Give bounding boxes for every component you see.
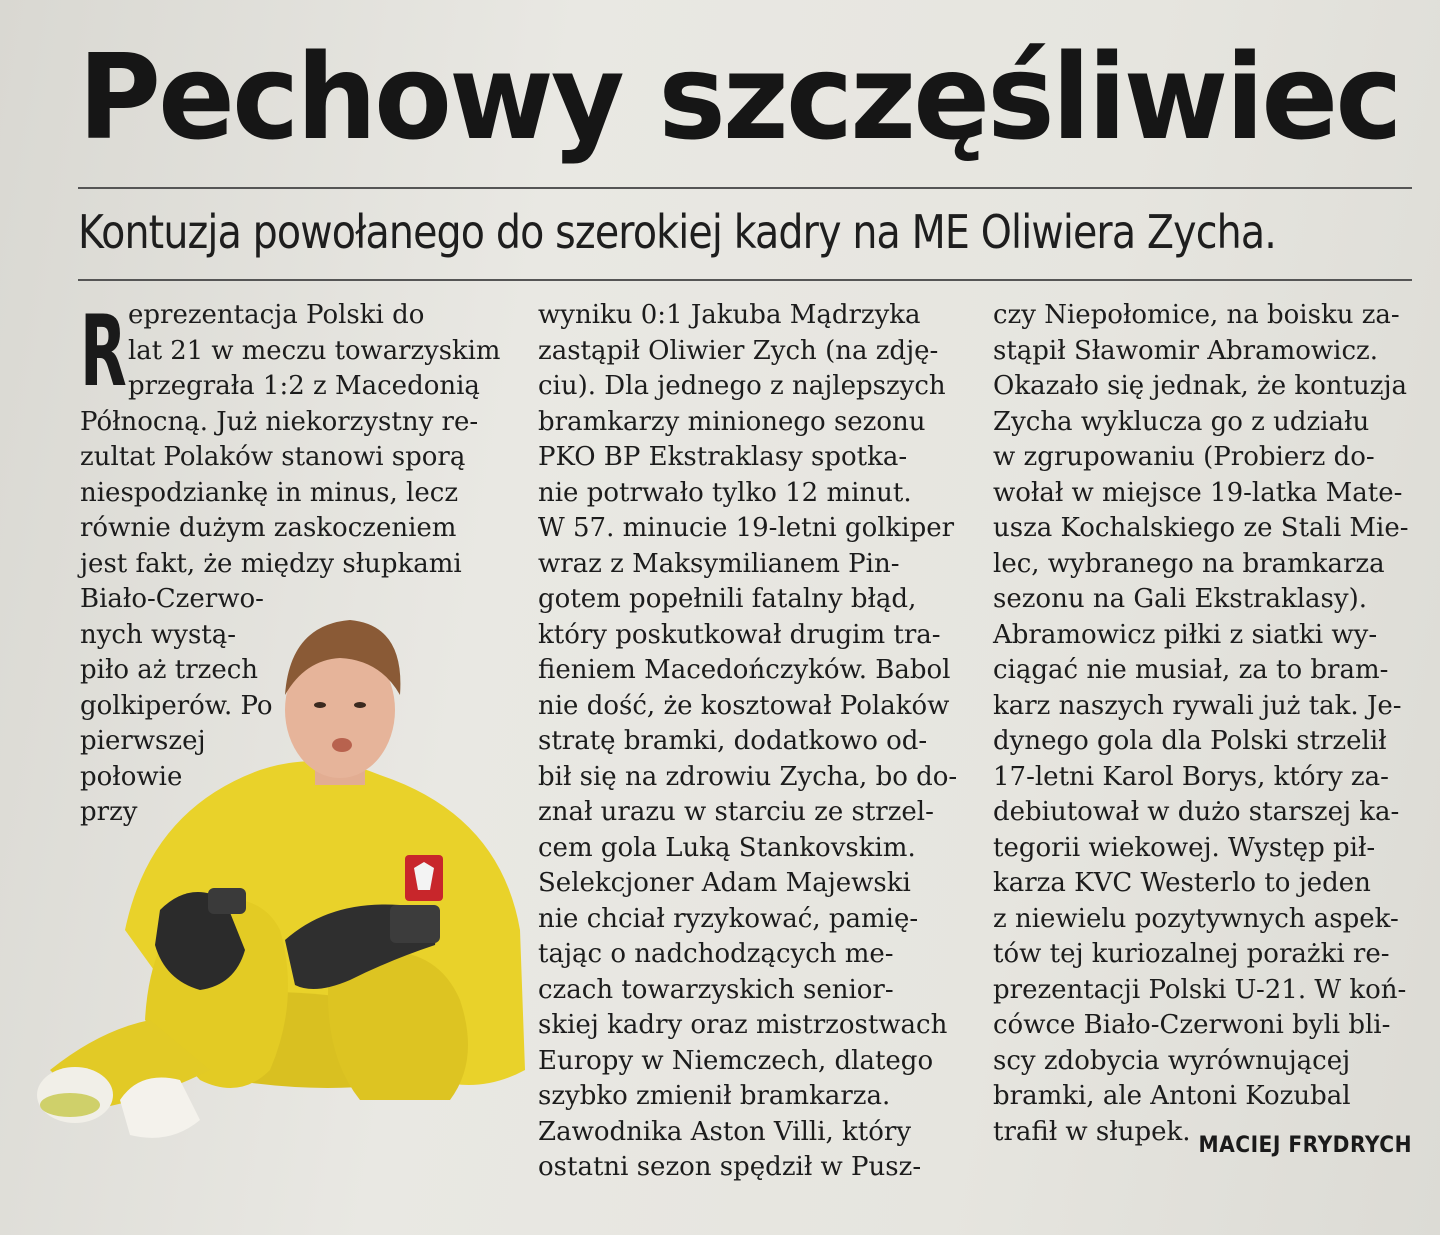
text-column-2 <box>538 298 958 1186</box>
column-b-line: bramkarzy minionego sezonu <box>538 406 926 437</box>
column-a-line: eprezentacja Polski do <box>128 300 425 330</box>
column-a-line: równie dużym zaskoczeniem <box>80 513 457 543</box>
boot-left-sole <box>40 1093 100 1117</box>
column-b-line: nie dość, że kosztował Polaków <box>538 690 950 721</box>
column-a-line: Biało-Czerwo- <box>80 584 264 614</box>
column-a-line: lat 21 w meczu towarzyskim <box>128 335 501 366</box>
column-b-line: gotem popełnili fatalny błąd, <box>538 584 917 614</box>
column-b-line: wyniku 0:1 Jakuba Mądrzyka <box>538 300 921 330</box>
text-column-3 <box>993 298 1413 1150</box>
column-a-line: przy <box>80 797 138 827</box>
column-b-line: czach towarzyskich senior- <box>538 974 894 1005</box>
column-c-line: dynego gola dla Polski strzelił <box>993 726 1387 756</box>
column-a-line: nych wystą- <box>80 619 237 650</box>
column-c-line: 17-letni Karol Borys, który za- <box>993 761 1389 792</box>
column-c-line: ciągać nie musiał, za to bram- <box>993 655 1389 685</box>
column-c-line: cówce Biało-Czerwoni byli bli- <box>993 1010 1391 1040</box>
column-b-line: Zawodnika Aston Villi, który <box>538 1116 912 1147</box>
column-b-line: zastąpił Oliwier Zych (na zdję- <box>538 335 939 366</box>
column-b-line: który poskutkował drugim tra- <box>538 619 941 650</box>
column-c-line: trafił w słupek. <box>993 1116 1191 1147</box>
column-b-line: fieniem Macedończyków. Babol <box>538 655 951 685</box>
column-c-line: scy zdobycia wyrównującej <box>993 1045 1351 1076</box>
column-b-line: nie potrwało tylko 12 minut. <box>538 477 912 508</box>
column-b-line: ciu). Dla jednego z najlepszych <box>538 371 946 401</box>
goalkeeper-eye-right <box>354 702 366 708</box>
headline-rule <box>78 187 1412 189</box>
column-b-line: W 57. minucie 19-letni golkiper <box>538 513 955 543</box>
column-c-line: usza Kochalskiego ze Stali Mie- <box>993 513 1409 543</box>
column-b-line: wraz z Maksymilianem Pin- <box>538 548 900 579</box>
column-c-line: w zgrupowaniu (Probierz do- <box>993 442 1375 472</box>
drop-cap: R <box>80 295 127 409</box>
column-a-line: jest fakt, że między słupkami <box>80 548 462 579</box>
column-c-line: czy Niepołomice, na boisku za- <box>993 300 1400 330</box>
column-b-line: nie chciał ryzykować, pamię- <box>538 903 919 934</box>
column-c-line: Zycha wyklucza go z udziału <box>993 406 1370 437</box>
column-c-line: Abramowicz piłki z siatki wy- <box>993 619 1378 650</box>
column-c-line: lec, wybranego na bramkarza <box>993 548 1385 579</box>
column-c-line: wołał w miejsce 19-latka Mate- <box>993 477 1403 508</box>
column-b-line: szybko zmienił bramkarza. <box>538 1081 891 1111</box>
column-a-line: niespodziankę in minus, lecz <box>80 477 459 508</box>
column-b-line: skiej kadry oraz mistrzostwach <box>538 1010 948 1040</box>
column-c-line: tów tej kuriozalnej porażki re- <box>993 939 1390 969</box>
column-c-line: Okazało się jednak, że kontuzja <box>993 371 1408 401</box>
column-b-line: bił się na zdrowiu Zycha, bo do- <box>538 761 958 792</box>
deck-rule <box>78 279 1412 281</box>
column-c-line: tegorii wiekowej. Występ pił- <box>993 832 1376 863</box>
column-c-line: bramki, ale Antoni Kozubal <box>993 1081 1351 1111</box>
column-a-line: Północną. Już niekorzystny re- <box>80 406 479 437</box>
goalkeeper-eye-left <box>314 702 326 708</box>
column-b-line: ostatni sezon spędził w Pusz- <box>538 1152 922 1182</box>
headline: Pechowy szczęśliwiec <box>78 28 1400 166</box>
column-b-line: Europy w Niemczech, dlatego <box>538 1045 934 1076</box>
deck-subheadline: Kontuzja powołanego do szerokiej kadry na ME Oliwiera Zycha. <box>78 205 1276 259</box>
column-b-line: tając o nadchodzących me- <box>538 939 894 969</box>
column-c-line: z niewielu pozytywnych aspek- <box>993 903 1399 934</box>
column-c-line: debiutował w dużo starszej ka- <box>993 797 1400 827</box>
column-c-line: karz naszych rywali już tak. Je- <box>993 690 1402 721</box>
column-a-line: przegrała 1:2 z Macedonią <box>128 371 480 401</box>
column-a-line: golkiperów. Po <box>80 690 273 721</box>
column-a-line: pierwszej <box>80 726 206 756</box>
column-c-line: karza KVC Westerlo to jeden <box>993 868 1371 898</box>
column-b-line: cem gola Luką Stankovskim. <box>538 832 916 863</box>
column-b-line: stratę bramki, dodatkowo od- <box>538 726 928 756</box>
glove-left-cuff <box>208 888 246 914</box>
byline-author: MACIEJ FRYDRYCH <box>1198 1133 1412 1158</box>
column-a-line: piło aż trzech <box>80 655 259 685</box>
column-a-line: połowie <box>80 761 183 792</box>
column-b-line: Selekcjoner Adam Majewski <box>538 868 911 898</box>
column-b-line: znał urazu w starciu ze strzel- <box>538 797 934 827</box>
goalkeeper-mouth <box>332 738 352 752</box>
column-c-line: prezentacji Polski U-21. W koń- <box>993 974 1407 1005</box>
column-c-line: stąpił Sławomir Abramowicz. <box>993 335 1379 366</box>
glove-right-cuff <box>390 905 440 943</box>
goalkeeper-photo <box>30 600 540 1160</box>
column-a-line: zultat Polaków stanowi sporą <box>80 442 466 472</box>
column-b-line: PKO BP Ekstraklasy spotka- <box>538 442 908 472</box>
column-c-line: sezonu na Gali Ekstraklasy). <box>993 584 1367 614</box>
